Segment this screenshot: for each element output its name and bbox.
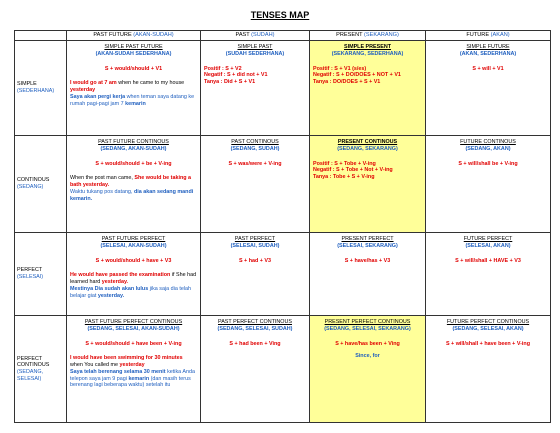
- tense-name: SIMPLE PRESENT: [343, 44, 392, 50]
- cell-simple-future: [426, 41, 551, 136]
- row-perfect-continous: [15, 316, 551, 423]
- row-label-en: PERFECT: [17, 267, 43, 274]
- tense-formula: S + will/shall be + V-ing: [458, 160, 518, 167]
- tense-name-id: (SELESAI, AKAN-SUDAH): [100, 242, 167, 249]
- tense-name-id: (SELESAI, AKAN): [465, 242, 511, 249]
- tense-name: PAST FUTURE PERFECT CONTINOUS: [84, 319, 183, 325]
- tenses-table: [14, 30, 551, 423]
- column-header-past: [201, 31, 310, 41]
- cell-simple-present: [310, 41, 426, 136]
- tense-name-id: (SELESAI, SEKARANG): [337, 242, 398, 249]
- cell-perfect-continous-past-future: [67, 316, 201, 423]
- column-header-id: (SUDAH): [251, 32, 275, 38]
- tense-name: PAST PERFECT: [234, 236, 276, 242]
- tense-name: PRESENT PERFECT: [341, 236, 394, 242]
- column-header-en: PAST FUTURE: [93, 32, 132, 38]
- row-label-en: SIMPLE: [17, 81, 37, 88]
- tense-name-id: (SELESAI, SUDAH): [230, 242, 280, 249]
- column-header-present: [310, 31, 426, 41]
- tense-formula: S + had + V3: [238, 257, 272, 264]
- cell-perfect-past-future: [67, 233, 201, 316]
- tense-name: PRESENT CONTINOUS: [337, 139, 398, 145]
- tense-name-id: (SEKARANG, SEDERHANA): [331, 50, 404, 57]
- tense-formula: S + will + V1: [472, 65, 504, 72]
- cell-perfect-continous-past: [201, 316, 310, 423]
- tense-name-id: (SEDANG, SUDAH): [230, 145, 280, 152]
- cell-perfect-future: [426, 233, 551, 316]
- row-perfect: [15, 233, 551, 316]
- formula-question: Tanya : Did + S + V1: [204, 79, 256, 85]
- tense-formula: S + have/has been + Ving: [335, 340, 400, 347]
- formula-negative: Negatif : S + Tobe + Not + V-ing: [313, 167, 393, 174]
- tense-formula: S + would/should + have been + V-ing: [85, 340, 182, 347]
- tense-formula: S + was/were + V-ing: [228, 160, 282, 167]
- column-header-future: [426, 31, 551, 41]
- row-simple: [15, 41, 551, 136]
- tense-name: PAST CONTINOUS: [231, 139, 279, 145]
- tense-name-id: (SEDANG, SELESAI, AKAN-SUDAH): [87, 325, 180, 332]
- cell-perfect-present: [310, 233, 426, 316]
- tense-name-id: (SEDANG, SEKARANG): [337, 145, 398, 152]
- row-label-id: (SEDANG, SELESAI): [17, 369, 44, 382]
- tense-name-id: (AKAN-SUDAH SEDERHANA): [95, 50, 172, 57]
- tense-name-id: (SEDANG, SELESAI, AKAN): [452, 325, 524, 332]
- row-label-id: (SEDERHANA): [17, 88, 55, 94]
- tense-name: SIMPLE PAST: [237, 44, 273, 50]
- cell-simple-past-future: [67, 41, 201, 136]
- corner-cell: [15, 31, 67, 41]
- cell-perfect-continous-future: [426, 316, 551, 423]
- page-title: TENSES MAP: [250, 10, 310, 20]
- cell-perfect-past: [201, 233, 310, 316]
- tense-name-id: (SEDANG, SELESAI, SEKARANG): [324, 325, 411, 332]
- row-label-simple: [15, 41, 67, 136]
- formula-positive: Positif : S + Tobe + V-ing: [313, 160, 376, 167]
- tense-name: PAST PERFECT CONTINOUS: [218, 319, 292, 325]
- tense-formula: S + will/shall + have been + V-ing: [445, 340, 531, 347]
- cell-continous-present: [310, 136, 426, 233]
- row-label-perfect-continous: [15, 316, 67, 423]
- tense-name: SIMPLE PAST FUTURE: [104, 44, 163, 50]
- tense-formula: S + have/has + V3: [344, 257, 391, 264]
- column-header-id: (SEKARANG): [364, 32, 399, 38]
- row-label-perfect: [15, 233, 67, 316]
- tense-name: PAST FUTURE PERFECT: [101, 236, 166, 242]
- column-header-en: PRESENT: [336, 32, 363, 38]
- row-label-en: PERFECT CONTINOUS: [17, 355, 50, 369]
- tense-name-id: (AKAN, SEDERHANA): [459, 50, 517, 57]
- row-label-continous: [15, 136, 67, 233]
- tense-formula: S + would/should + V1: [104, 65, 163, 72]
- tense-name: PRESENT PERFECT CONTINOUS: [324, 319, 411, 325]
- tense-name: PAST FUTURE CONTINOUS: [98, 139, 169, 145]
- formula-positive: Positif : S + V1 (s/es): [313, 65, 367, 72]
- tense-name: SIMPLE FUTURE: [466, 44, 510, 50]
- column-header-id: (AKAN): [490, 32, 510, 38]
- cell-simple-past: [201, 41, 310, 136]
- tense-formula: S + had been + Ving: [229, 340, 281, 347]
- example-sentence: He would have passed the examination if She had learned hard yesterday.: [70, 272, 197, 285]
- row-label-id: (SELESAI): [17, 274, 44, 280]
- column-header-past-future: [67, 31, 201, 41]
- tense-name-id: (SEDANG, AKAN-SUDAH): [100, 145, 167, 152]
- cell-perfect-continous-present: [310, 316, 426, 423]
- tense-name: FUTURE CONTINOUS: [460, 139, 516, 145]
- formula-positive: Positif : S + V2: [204, 65, 242, 72]
- formula-negative: Negatif : S + did not + V1: [204, 72, 268, 79]
- cell-continous-future: [426, 136, 551, 233]
- tense-name-id: (SEDANG, AKAN): [465, 145, 511, 152]
- example-translation: Mestinya Dia sudah akan lulus jika saja dia telah belajar giat yesterday.: [70, 285, 192, 299]
- formula-question: Tanya : DO/DOES + S + V1: [313, 79, 381, 85]
- cell-continous-past: [201, 136, 310, 233]
- formula-negative: Negatif : S + DO/DOES + NOT + V1: [313, 72, 401, 79]
- tense-formula: S + will/shall + HAVE + V3: [455, 257, 521, 264]
- row-label-id: (SEDANG): [17, 184, 44, 190]
- tense-name-id: (SEDANG, SELESAI, SUDAH): [217, 325, 293, 332]
- header-row: [15, 31, 551, 41]
- example-translation: Waktu tukang pos datang, dia akan sedang mandi kemarin.: [70, 188, 194, 202]
- cell-continous-past-future: [67, 136, 201, 233]
- tense-note: Since, for: [355, 353, 380, 360]
- tense-formula: S + would/should + be + V-ing: [95, 160, 172, 167]
- formula-question: Tanya : Tobe + S + V-ing: [313, 174, 375, 180]
- column-header-id: (AKAN-SUDAH): [133, 32, 174, 38]
- example-sentence: I would go at 7 am when he came to my house yesterday: [70, 80, 185, 93]
- row-continous: [15, 136, 551, 233]
- example-translation: Saya telah berenang selama 30 menit ketika Anda telepon saya jam 9 pagi kemarin (dan masih terus berenang lagi beberapa waktu) setelah itu: [70, 368, 195, 389]
- tense-name: FUTURE PERFECT: [463, 236, 513, 242]
- example-sentence: I would have been swimming for 30 minutes when You called me yesterday: [70, 355, 183, 368]
- example-sentence: When the post man came, She would be taking a bath yesterday.: [70, 175, 192, 188]
- column-header-en: FUTURE: [466, 32, 490, 38]
- column-header-en: PAST: [235, 32, 250, 38]
- tense-name: FUTURE PERFECT CONTINOUS: [446, 319, 530, 325]
- row-label-en: CONTINOUS: [17, 177, 50, 184]
- tense-name-id: (SUDAH SEDERHANA): [225, 50, 285, 57]
- tense-formula: S + would/should + have + V3: [95, 257, 172, 264]
- example-translation: Saya akan pergi kerja when teman saya datang ke rumah pagi-pagi jam 7 kemarin: [70, 93, 195, 107]
